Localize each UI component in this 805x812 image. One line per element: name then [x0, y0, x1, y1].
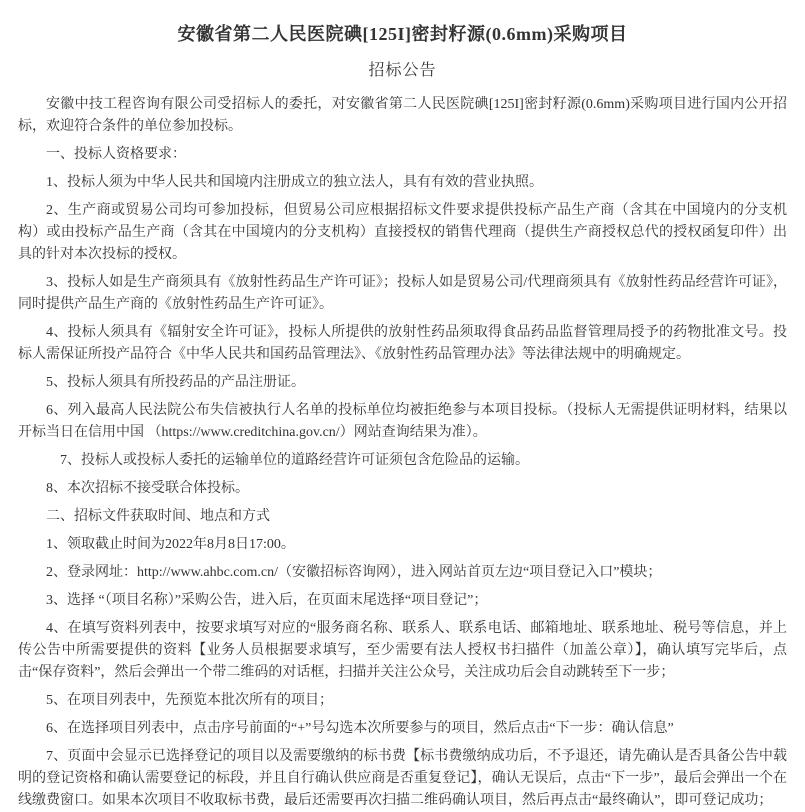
section-heading: 二、招标文件获取时间、地点和方式 [46, 509, 270, 524]
section-item: 7、页面中会显示已选择登记的项目以及需要缴纳的标书费【标书费缴纳成功后，不予退还，请先确认是否具备公告中载明的登记资格和确认需要登记的标段，并且自行确认供应商是否重复登记】，确认无误后，点击“下一步”，最后会弹出一个在线缴费窗口。如果本次项目不收取标书费，最后还需要再次扫描二维码确认项目，然后再点击“最终确认”，即可登记成功； [18, 749, 787, 808]
section-item: 2、生产商或贸易公司均可参加投标，但贸易公司应根据招标文件要求提供投标产品生产商（含其在中国境内的分支机构）或由投标产品生产商（含其在中国境内的分支机构）直接授权的销售代理商（提供生产商授权总代的授权函复印件）出具的针对本次投标的授权。 [18, 203, 787, 262]
section-item: 4、投标人须具有《辐射安全许可证》，投标人所提供的放射性药品须取得食品药品监督管理局授予的药物批准文号。投标人需保证所投产品符合《中华人民共和国药品管理法》、《放射性药品管理办法》等法律法规中的明确规定。 [18, 325, 787, 362]
section-item: 6、列入最高人民法院公布失信被执行人名单的投标单位均被拒绝参与本项目投标。（投标人无需提供证明材料，结果以开标当日在信用中国 （https://www.creditchina.gov.cn/）网站查询结果为准）。 [18, 403, 787, 440]
document-title: 安徽省第二人民医院碘[125I]密封籽源(0.6mm)采购项目 [177, 24, 628, 44]
section-item: 1、投标人须为中华人民共和国境内注册成立的独立法人，具有有效的营业执照。 [46, 175, 543, 190]
section-item: 1、领取截止时间为2022年8月8日17:00。 [46, 537, 295, 552]
section-item: 4、在填写资料列表中，按要求填写对应的“服务商名称、联系人、联系电话、邮箱地址、联系地址、税号等信息，并上传公告中所需要提供的资料【业务人员根据要求填写，至少需要有法人授权书扫描件（加盖公章）】，确认填写完毕后，点击“保存资料”，然后会弹出一个带二维码的对话框，扫描并关注公众号，关注成功后会自动跳转至下一步； [18, 621, 787, 680]
document-subtitle: 招标公告 [368, 62, 437, 79]
section-item: 2、登录网址：http://www.ahbc.com.cn/（安徽招标咨询网），进入网站首页左边“项目登记入口”模块； [46, 565, 662, 580]
section-item: 7、投标人或投标人委托的运输单位的道路经营许可证须包含危险品的运输。 [46, 453, 529, 468]
section-heading: 一、投标人资格要求： [46, 147, 186, 162]
sections-container [18, 144, 787, 812]
section-item: 3、选择 “（项目名称）”采购公告，进入后，在页面末尾选择“项目登记”； [46, 593, 488, 608]
section-item: 5、投标人须具有所投药品的产品注册证。 [46, 375, 305, 390]
section-item: 3、投标人如是生产商须具有《放射性药品生产许可证》；投标人如是贸易公司/代理商须具有《放射性药品经营许可证》，同时提供产品生产商的《放射性药品生产许可证》。 [18, 275, 787, 312]
section-item: 6、在选择项目列表中，点击序号前面的“+”号勾选本次所要参与的项目，然后点击“下一步：确认信息” [46, 721, 674, 736]
section-item: 8、本次招标不接受联合体投标。 [46, 481, 249, 496]
section-item: 5、在项目列表中，先预览本批次所有的项目； [46, 693, 333, 708]
intro-paragraph: 安徽中技工程咨询有限公司受招标人的委托，对安徽省第二人民医院碘[125I]密封籽源(0.6mm)采购项目进行国内公开招标，欢迎符合条件的单位参加投标。 [18, 97, 787, 134]
